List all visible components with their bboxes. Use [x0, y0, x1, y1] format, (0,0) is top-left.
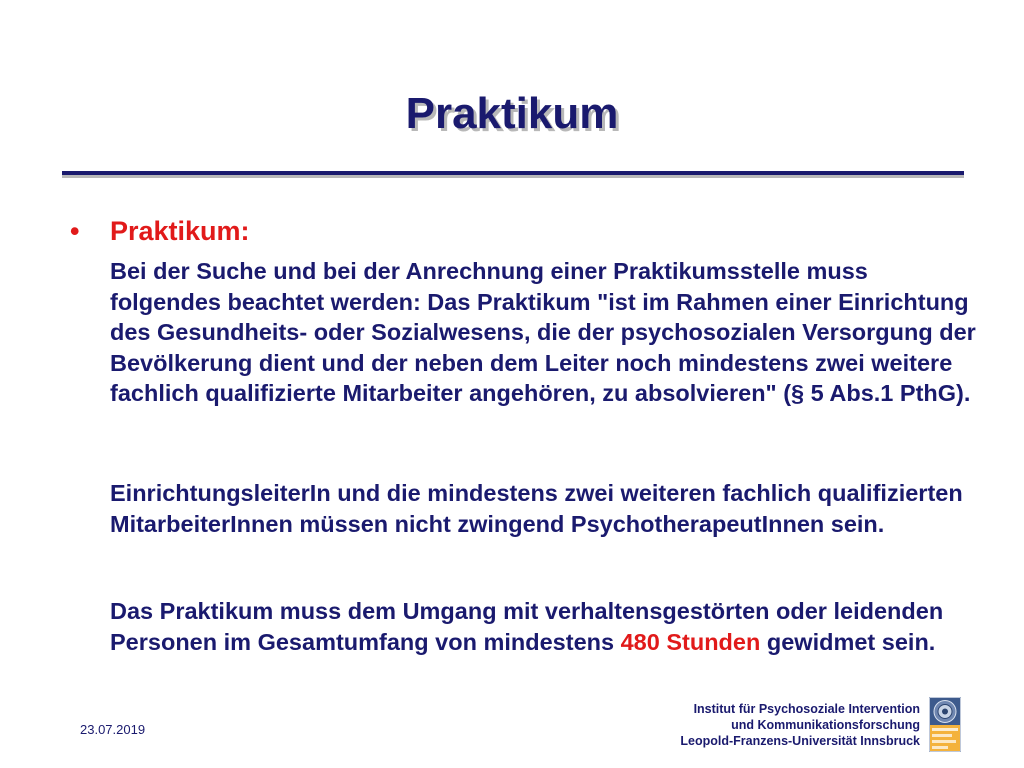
institute-line-2: und Kommunikationsforschung	[731, 718, 920, 732]
institute-block	[680, 701, 920, 749]
slide-date: 23.07.2019	[80, 722, 146, 737]
paragraph-hours	[110, 596, 980, 657]
hours-highlight: 480 Stunden	[620, 628, 761, 655]
institute-line-1: Institut für Psychosoziale Intervention	[693, 702, 920, 716]
university-seal-icon	[929, 697, 961, 752]
bullet-heading: Praktikum:	[110, 216, 250, 246]
paragraph-requirements: Bei der Suche und bei der Anrechnung einer Praktikumsstelle muss folgendes beachtet werden: Das Praktikum "ist im Rahmen einer Einrichtung des Gesundheits- oder Sozialwesens, die der psychosozialen Versorgung der Bevölkerung dient und der neben dem Leiter noch mindestens zwei weitere fachlich qualifizierte Mitarbeiter angehören, zu absolvieren" (§ 5 Abs.1 PthG).	[110, 258, 976, 406]
title-divider	[62, 171, 964, 175]
paragraph-hours-text-end: gewidmet sein.	[760, 628, 936, 655]
slide-title: Praktikum	[405, 89, 619, 138]
paragraph-staff-note: EinrichtungsleiterIn und die mindestens zwei weiteren fachlich qualifizierten MitarbeiterInnen müssen nicht zwingend PsychotherapeutInnen sein.	[110, 480, 963, 537]
institute-line-3: Leopold-Franzens-Universität Innsbruck	[680, 734, 920, 748]
paragraph-hours-text-start: Das Praktikum muss dem Umgang mit verhaltensgestörten oder leidenden Personen im Gesamtumfang von mindestens	[110, 598, 944, 655]
bullet-marker: •	[70, 216, 80, 246]
